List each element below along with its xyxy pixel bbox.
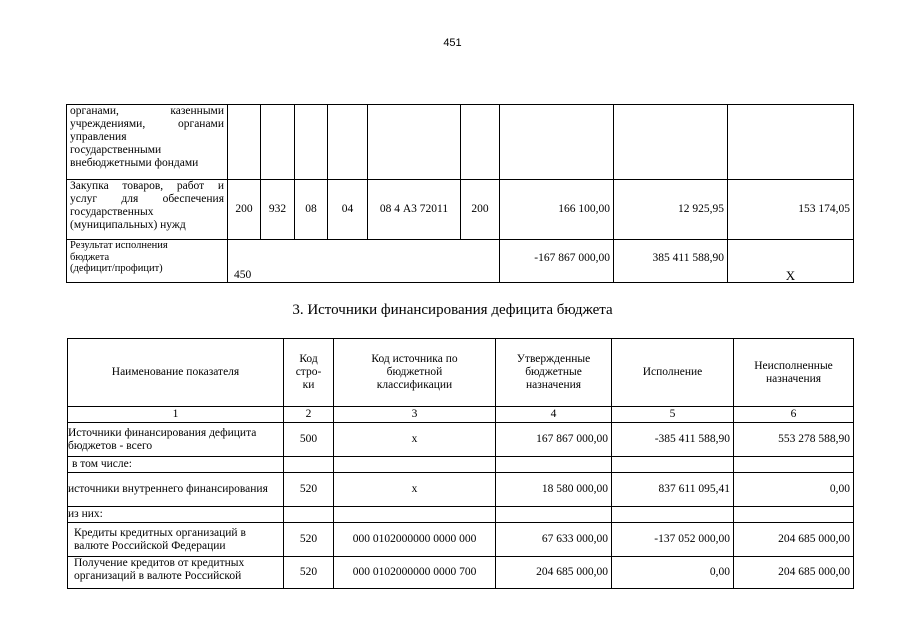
name-line: внебюджетными фондами <box>70 157 199 169</box>
table-row <box>67 240 854 283</box>
cell <box>496 457 612 473</box>
cell <box>284 457 334 473</box>
unexecuted-cell: 153 174,05 <box>728 180 854 240</box>
source-code-cell: 000 0102000000 0000 000 <box>334 523 496 557</box>
source-code-cell: x <box>334 473 496 507</box>
name-line: Закупка товаров, работ и <box>70 180 224 192</box>
column-number: 1 <box>68 407 284 423</box>
cell <box>334 507 496 523</box>
cell <box>728 105 854 180</box>
section-title: 3. Источники финансирования дефицита бюджета <box>292 302 613 318</box>
cell <box>500 105 614 180</box>
table-row <box>68 557 854 589</box>
header-line-code: Код стро- ки <box>284 339 334 407</box>
approved-cell: 204 685 000,00 <box>496 557 612 589</box>
line-code-cell: 500 <box>284 423 334 457</box>
line-code-cell: 520 <box>284 473 334 507</box>
header-name: Наименование показателя <box>68 339 284 407</box>
table-row <box>67 180 854 240</box>
unexecuted-cell: 553 278 588,90 <box>734 423 854 457</box>
row-name-cell: в том числе: <box>68 457 284 473</box>
cell: 200 <box>228 180 261 240</box>
name-line: Результат исполнения <box>70 240 168 251</box>
executed-cell: -137 052 000,00 <box>612 523 734 557</box>
cell <box>734 457 854 473</box>
cell <box>612 457 734 473</box>
column-number: 6 <box>734 407 854 423</box>
executed-cell: 385 411 588,90 <box>614 240 728 283</box>
row-name-cell <box>67 180 228 240</box>
approved-cell: 18 580 000,00 <box>496 473 612 507</box>
executed-cell: 0,00 <box>612 557 734 589</box>
cell <box>612 507 734 523</box>
row-name-cell: Получение кредитов от кредитных организаций в валюте Российской <box>68 557 284 589</box>
approved-cell: -167 867 000,00 <box>500 240 614 283</box>
cell <box>368 105 461 180</box>
row-name-cell: Источники финансирования дефицита бюджетов - всего <box>68 423 284 457</box>
cell <box>284 507 334 523</box>
source-code-cell: 000 0102000000 0000 700 <box>334 557 496 589</box>
code-cell: 450 <box>228 240 500 283</box>
cell: 08 <box>295 180 328 240</box>
executed-cell: 12 925,95 <box>614 180 728 240</box>
name-line: бюджета <box>70 251 110 263</box>
header-approved: Утвержденные бюджетные назначения <box>496 339 612 407</box>
row-name-cell <box>67 240 228 283</box>
unexecuted-cell: 0,00 <box>734 473 854 507</box>
cell: 932 <box>261 180 295 240</box>
cell: 200 <box>461 180 500 240</box>
table-row <box>68 507 854 523</box>
header-row <box>68 339 854 407</box>
name-line: (муниципальных) нужд <box>70 219 186 231</box>
table-row <box>68 457 854 473</box>
table-row <box>68 423 854 457</box>
column-number-row <box>68 407 854 423</box>
line-code-cell: 520 <box>284 523 334 557</box>
cell <box>295 105 328 180</box>
column-number: 5 <box>612 407 734 423</box>
row-name-cell: источники внутреннего финансирования <box>68 473 284 507</box>
unexecuted-cell: 204 685 000,00 <box>734 557 854 589</box>
table-row <box>67 105 854 180</box>
cell <box>496 507 612 523</box>
cell <box>334 457 496 473</box>
name-line: органами, казенными <box>70 105 224 117</box>
header-unexecuted: Неисполненные назначения <box>734 339 854 407</box>
approved-cell: 166 100,00 <box>500 180 614 240</box>
row-name-cell: из них: <box>68 507 284 523</box>
executed-cell: -385 411 588,90 <box>612 423 734 457</box>
executed-cell: 837 611 095,41 <box>612 473 734 507</box>
name-line: услуг для обеспечения <box>70 193 224 205</box>
row-name-cell: Кредиты кредитных организаций в валюте Российской Федерации <box>68 523 284 557</box>
unexecuted-cell: X <box>728 240 854 283</box>
name-line: государственными <box>70 144 162 156</box>
cell: 08 4 А3 72011 <box>368 180 461 240</box>
row-name-cell <box>67 105 228 180</box>
cell: 04 <box>328 180 368 240</box>
header-source-code: Код источника по бюджетной классификации <box>334 339 496 407</box>
cell <box>614 105 728 180</box>
name-line: государственных <box>70 206 154 218</box>
approved-cell: 167 867 000,00 <box>496 423 612 457</box>
name-line: учреждениями, органами <box>70 118 224 130</box>
cell <box>261 105 295 180</box>
line-code-cell: 520 <box>284 557 334 589</box>
cell <box>734 507 854 523</box>
column-number: 2 <box>284 407 334 423</box>
cell <box>228 105 261 180</box>
source-code-cell: x <box>334 423 496 457</box>
page-number: 451 <box>443 37 462 49</box>
unexecuted-cell: 204 685 000,00 <box>734 523 854 557</box>
financing-sources-table <box>67 338 854 589</box>
cell <box>461 105 500 180</box>
approved-cell: 67 633 000,00 <box>496 523 612 557</box>
table-row <box>68 523 854 557</box>
header-executed: Исполнение <box>612 339 734 407</box>
table-row <box>68 473 854 507</box>
expenditure-table <box>66 104 854 283</box>
column-number: 4 <box>496 407 612 423</box>
name-line: (дефицит/профицит) <box>70 263 163 274</box>
name-line: управления <box>70 131 127 143</box>
cell <box>328 105 368 180</box>
column-number: 3 <box>334 407 496 423</box>
